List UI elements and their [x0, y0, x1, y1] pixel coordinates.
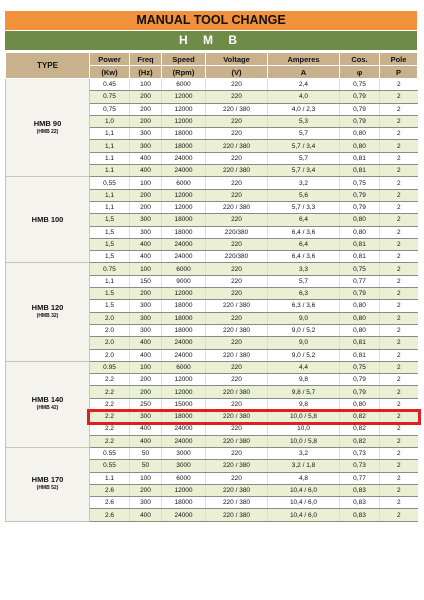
table-cell: 2 — [380, 447, 418, 459]
table-cell: 220 / 380 — [206, 165, 268, 177]
table-cell: 220/380 — [206, 251, 268, 263]
table-cell: 24000 — [162, 337, 206, 349]
table-cell: 220 / 380 — [206, 300, 268, 312]
table-cell: 5,6 — [268, 189, 340, 201]
table-cell: 0,79 — [340, 386, 380, 398]
type-header: TYPE — [6, 53, 90, 79]
table-cell: 0,79 — [340, 201, 380, 213]
table-cell: 400 — [130, 238, 162, 250]
model-alias: (HMB 52) — [36, 485, 59, 492]
model-alias: (HMB 32) — [36, 313, 59, 320]
table-cell: 6,4 / 3,6 — [268, 226, 340, 238]
table-cell: 2.2 — [90, 423, 130, 435]
table-row — [6, 177, 418, 189]
table-cell: 2 — [380, 509, 418, 521]
power-header: Power — [90, 53, 130, 66]
table-cell: 10,4 / 6,0 — [268, 509, 340, 521]
table-cell: 1.1 — [90, 152, 130, 164]
table-cell: 12000 — [162, 484, 206, 496]
table-cell: 200 — [130, 288, 162, 300]
table-cell: 24000 — [162, 165, 206, 177]
table-cell: 400 — [130, 423, 162, 435]
table-cell: 2 — [380, 361, 418, 373]
model-alias: (HMB 22) — [36, 128, 59, 135]
table-cell: 1,1 — [90, 201, 130, 213]
table-cell: 0,79 — [340, 374, 380, 386]
table-row — [6, 447, 418, 459]
table-cell: 300 — [130, 214, 162, 226]
table-cell: 6000 — [162, 79, 206, 91]
table-cell: 200 — [130, 115, 162, 127]
table-cell: 24000 — [162, 238, 206, 250]
table-cell: 2 — [380, 460, 418, 472]
table-cell: 2 — [380, 79, 418, 91]
table-cell: 2.6 — [90, 509, 130, 521]
table-cell: 3,2 — [268, 447, 340, 459]
spec-sheet — [5, 11, 417, 522]
table-cell: 2 — [380, 411, 418, 423]
table-cell: 18000 — [162, 226, 206, 238]
table-cell: 220/380 — [206, 226, 268, 238]
table-cell: 1.5 — [90, 288, 130, 300]
table-cell: 1,1 — [90, 128, 130, 140]
table-cell: 2 — [380, 214, 418, 226]
table-cell: 0,80 — [340, 214, 380, 226]
table-cell: 6,4 / 3,6 — [268, 251, 340, 263]
header-row — [6, 53, 418, 66]
table-cell: 2 — [380, 374, 418, 386]
table-cell: 2 — [380, 324, 418, 336]
model-name: HMB 120 — [31, 303, 64, 313]
table-cell: 6,4 — [268, 214, 340, 226]
table-row — [6, 79, 418, 91]
table-cell: 220 — [206, 263, 268, 275]
table-cell: 220 — [206, 398, 268, 410]
table-cell: 9,0 — [268, 337, 340, 349]
table-cell: 5,7 — [268, 275, 340, 287]
table-cell: 2 — [380, 288, 418, 300]
table-cell: 0,81 — [340, 165, 380, 177]
table-cell: 0,83 — [340, 497, 380, 509]
type-cell — [6, 361, 90, 447]
table-cell: 220 / 380 — [206, 386, 268, 398]
table-cell: 220 / 380 — [206, 435, 268, 447]
table-cell: 2.0 — [90, 349, 130, 361]
table-cell: 2 — [380, 91, 418, 103]
table-cell: 4,4 — [268, 361, 340, 373]
table-cell: 1,5 — [90, 214, 130, 226]
table-cell: 5,7 / 3,4 — [268, 165, 340, 177]
table-cell: 2 — [380, 386, 418, 398]
table-cell: 18000 — [162, 411, 206, 423]
amperes-header: Amperes — [268, 53, 340, 66]
table-cell: 2 — [380, 103, 418, 115]
table-cell: 6,4 — [268, 238, 340, 250]
table-cell: 220 — [206, 447, 268, 459]
table-cell: 0,79 — [340, 189, 380, 201]
table-cell: 12000 — [162, 386, 206, 398]
table-cell: 0,82 — [340, 423, 380, 435]
table-cell: 220 — [206, 214, 268, 226]
table-cell: 4,8 — [268, 472, 340, 484]
model-name: HMB 90 — [33, 118, 62, 128]
table-cell: 9,0 — [268, 312, 340, 324]
table-cell: 10,4 / 6,0 — [268, 484, 340, 496]
table-cell: 5,7 — [268, 128, 340, 140]
table-cell: 0.45 — [90, 79, 130, 91]
table-cell: 0,77 — [340, 275, 380, 287]
table-cell: 220 — [206, 128, 268, 140]
table-cell: 18000 — [162, 497, 206, 509]
table-cell: 12000 — [162, 201, 206, 213]
table-cell: 220 — [206, 275, 268, 287]
amperes-unit: A — [268, 66, 340, 79]
table-cell: 2.2 — [90, 435, 130, 447]
table-cell: 220 / 380 — [206, 140, 268, 152]
table-cell: 0,81 — [340, 337, 380, 349]
table-cell: 6000 — [162, 361, 206, 373]
table-cell: 220 — [206, 189, 268, 201]
cos-header: Cos. — [340, 53, 380, 66]
table-cell: 0,81 — [340, 238, 380, 250]
table-cell: 2 — [380, 435, 418, 447]
table-cell: 0,75 — [90, 103, 130, 115]
table-cell: 2 — [380, 128, 418, 140]
table-cell: 3,3 — [268, 263, 340, 275]
table-cell: 0,81 — [340, 152, 380, 164]
table-cell: 200 — [130, 103, 162, 115]
table-cell: 2 — [380, 238, 418, 250]
model-name: HMB 140 — [31, 395, 64, 405]
table-cell: 2 — [380, 300, 418, 312]
table-cell: 0,79 — [340, 103, 380, 115]
table-cell: 0.75 — [90, 91, 130, 103]
table-row — [6, 361, 418, 373]
table-cell: 15000 — [162, 398, 206, 410]
table-cell: 5,3 — [268, 115, 340, 127]
table-cell: 300 — [130, 411, 162, 423]
table-cell: 200 — [130, 201, 162, 213]
table-cell: 0,73 — [340, 460, 380, 472]
page-title: MANUAL TOOL CHANGE — [5, 11, 417, 30]
table-cell: 220 — [206, 312, 268, 324]
table-cell: 0.55 — [90, 447, 130, 459]
table-cell: 300 — [130, 497, 162, 509]
model-name: HMB 100 — [31, 215, 64, 225]
table-cell: 0,80 — [340, 312, 380, 324]
table-cell: 220 — [206, 337, 268, 349]
table-cell: 0,75 — [340, 177, 380, 189]
table-cell: 2 — [380, 152, 418, 164]
table-cell: 2 — [380, 226, 418, 238]
table-cell: 2.0 — [90, 312, 130, 324]
table-cell: 9,0 / 5,2 — [268, 349, 340, 361]
table-cell: 9,0 / 5,2 — [268, 324, 340, 336]
table-cell: 300 — [130, 300, 162, 312]
table-cell: 220 — [206, 152, 268, 164]
table-cell: 220 — [206, 177, 268, 189]
table-cell: 220 / 380 — [206, 103, 268, 115]
table-cell: 50 — [130, 447, 162, 459]
table-cell: 200 — [130, 189, 162, 201]
speed-header: Speed — [162, 53, 206, 66]
type-cell — [6, 79, 90, 177]
table-cell: 0.95 — [90, 361, 130, 373]
table-cell: 0,80 — [340, 128, 380, 140]
table-cell: 24000 — [162, 349, 206, 361]
table-cell: 220 — [206, 361, 268, 373]
table-cell: 100 — [130, 361, 162, 373]
table-cell: 300 — [130, 140, 162, 152]
table-cell: 12000 — [162, 115, 206, 127]
table-cell: 4,0 — [268, 91, 340, 103]
table-cell: 12000 — [162, 374, 206, 386]
table-cell: 400 — [130, 337, 162, 349]
table-cell: 100 — [130, 263, 162, 275]
table-cell: 220 — [206, 238, 268, 250]
table-cell: 6000 — [162, 177, 206, 189]
table-cell: 1,5 — [90, 226, 130, 238]
table-cell: 220 / 380 — [206, 201, 268, 213]
table-cell: 220 / 380 — [206, 460, 268, 472]
table-cell: 3000 — [162, 460, 206, 472]
table-cell: 0,75 — [340, 263, 380, 275]
table-cell: 0,82 — [340, 435, 380, 447]
table-cell: 50 — [130, 460, 162, 472]
table-cell: 2.6 — [90, 484, 130, 496]
table-cell: 220 / 380 — [206, 411, 268, 423]
type-cell — [6, 177, 90, 263]
table-cell: 400 — [130, 435, 162, 447]
table-cell: 9,8 / 5,7 — [268, 386, 340, 398]
table-cell: 1,0 — [90, 115, 130, 127]
table-cell: 2 — [380, 484, 418, 496]
series-banner: H M B — [5, 31, 417, 50]
table-cell: 220 — [206, 374, 268, 386]
table-cell: 0,80 — [340, 226, 380, 238]
table-cell: 2 — [380, 165, 418, 177]
table-cell: 6000 — [162, 472, 206, 484]
voltage-unit: (V) — [206, 66, 268, 79]
table-cell: 2 — [380, 251, 418, 263]
table-cell: 2 — [380, 472, 418, 484]
table-cell: 200 — [130, 374, 162, 386]
table-row — [6, 263, 418, 275]
table-cell: 400 — [130, 509, 162, 521]
table-cell: 1.5 — [90, 300, 130, 312]
table-cell: 1,1 — [90, 275, 130, 287]
table-cell: 220 / 380 — [206, 349, 268, 361]
power-unit: (Kw) — [90, 66, 130, 79]
table-cell: 100 — [130, 177, 162, 189]
table-cell: 300 — [130, 324, 162, 336]
table-cell: 2 — [380, 312, 418, 324]
model-alias: (HMB 42) — [36, 405, 59, 412]
table-cell: 24000 — [162, 423, 206, 435]
table-cell: 0,83 — [340, 509, 380, 521]
table-cell: 220 — [206, 472, 268, 484]
table-cell: 0,80 — [340, 140, 380, 152]
table-cell: 2.2 — [90, 374, 130, 386]
speed-unit: (Rpm) — [162, 66, 206, 79]
table-cell: 2 — [380, 140, 418, 152]
table-cell: 24000 — [162, 251, 206, 263]
type-cell — [6, 263, 90, 361]
table-cell: 220 / 380 — [206, 324, 268, 336]
table-cell: 9,8 — [268, 398, 340, 410]
table-cell: 6,3 / 3,6 — [268, 300, 340, 312]
table-cell: 100 — [130, 79, 162, 91]
table-cell: 24000 — [162, 152, 206, 164]
table-cell: 2.0 — [90, 337, 130, 349]
table-cell: 2 — [380, 189, 418, 201]
table-cell: 0,83 — [340, 484, 380, 496]
motor-spec-table — [5, 52, 418, 522]
table-cell: 2 — [380, 115, 418, 127]
table-cell: 150 — [130, 275, 162, 287]
table-cell: 220 — [206, 91, 268, 103]
table-cell: 400 — [130, 251, 162, 263]
table-cell: 5,7 — [268, 152, 340, 164]
table-cell: 12000 — [162, 288, 206, 300]
table-cell: 400 — [130, 349, 162, 361]
table-cell: 2 — [380, 349, 418, 361]
table-cell: 10,4 / 6,0 — [268, 497, 340, 509]
table-cell: 0,75 — [340, 361, 380, 373]
table-cell: 2 — [380, 275, 418, 287]
table-cell: 300 — [130, 312, 162, 324]
table-cell: 0,81 — [340, 251, 380, 263]
table-cell: 24000 — [162, 435, 206, 447]
table-cell: 1,1 — [90, 140, 130, 152]
pole-unit: P — [380, 66, 418, 79]
table-cell: 300 — [130, 226, 162, 238]
table-cell: 400 — [130, 165, 162, 177]
table-cell: 6000 — [162, 263, 206, 275]
table-cell: 2 — [380, 497, 418, 509]
table-cell: 0,82 — [340, 411, 380, 423]
table-cell: 10,0 / 5,8 — [268, 435, 340, 447]
table-cell: 5,7 / 3,3 — [268, 201, 340, 213]
table-cell: 18000 — [162, 140, 206, 152]
table-cell: 1,5 — [90, 238, 130, 250]
table-cell: 18000 — [162, 214, 206, 226]
table-cell: 200 — [130, 91, 162, 103]
table-cell: 250 — [130, 398, 162, 410]
table-cell: 0,79 — [340, 115, 380, 127]
table-cell: 100 — [130, 472, 162, 484]
table-cell: 2.0 — [90, 324, 130, 336]
model-name: HMB 170 — [31, 475, 64, 485]
table-cell: 220 — [206, 115, 268, 127]
table-cell: 5,7 / 3,4 — [268, 140, 340, 152]
cos-unit: φ — [340, 66, 380, 79]
table-cell: 4,0 / 2,3 — [268, 103, 340, 115]
table-cell: 2 — [380, 201, 418, 213]
table-cell: 12000 — [162, 91, 206, 103]
table-cell: 200 — [130, 484, 162, 496]
freq-header: Freq — [130, 53, 162, 66]
table-cell: 0,81 — [340, 349, 380, 361]
table-cell: 2 — [380, 398, 418, 410]
table-cell: 1,5 — [90, 251, 130, 263]
table-cell: 0,73 — [340, 447, 380, 459]
table-cell: 2.6 — [90, 497, 130, 509]
table-cell: 1,1 — [90, 189, 130, 201]
table-cell: 1.1 — [90, 165, 130, 177]
table-cell: 200 — [130, 386, 162, 398]
table-cell: 2.2 — [90, 386, 130, 398]
table-cell: 9000 — [162, 275, 206, 287]
table-cell: 220 / 380 — [206, 509, 268, 521]
table-cell: 2,4 — [268, 79, 340, 91]
table-cell: 0.55 — [90, 460, 130, 472]
table-cell: 0,79 — [340, 288, 380, 300]
table-cell: 0,80 — [340, 300, 380, 312]
table-cell: 6,3 — [268, 288, 340, 300]
table-cell: 0,80 — [340, 398, 380, 410]
table-cell: 12000 — [162, 103, 206, 115]
table-cell: 3,2 — [268, 177, 340, 189]
type-cell — [6, 447, 90, 521]
table-cell: 18000 — [162, 128, 206, 140]
table-cell: 0,77 — [340, 472, 380, 484]
table-cell: 0.75 — [90, 263, 130, 275]
table-cell: 2.2 — [90, 398, 130, 410]
table-cell: 12000 — [162, 189, 206, 201]
table-cell: 220 — [206, 79, 268, 91]
table-cell: 400 — [130, 152, 162, 164]
voltage-header: Voltage — [206, 53, 268, 66]
pole-header: Pole — [380, 53, 418, 66]
table-cell: 0,55 — [90, 177, 130, 189]
table-cell: 220 / 380 — [206, 497, 268, 509]
table-cell: 3,2 / 1,8 — [268, 460, 340, 472]
table-cell: 300 — [130, 128, 162, 140]
table-cell: 10,0 — [268, 423, 340, 435]
table-cell: 3000 — [162, 447, 206, 459]
table-cell: 0,80 — [340, 324, 380, 336]
table-cell: 18000 — [162, 324, 206, 336]
table-cell: 2 — [380, 337, 418, 349]
table-cell: 2 — [380, 423, 418, 435]
table-cell: 9,8 — [268, 374, 340, 386]
freq-unit: (Hz) — [130, 66, 162, 79]
table-cell: 2.2 — [90, 411, 130, 423]
table-cell: 220 — [206, 423, 268, 435]
table-cell: 18000 — [162, 312, 206, 324]
table-cell: 2 — [380, 177, 418, 189]
table-cell: 0,75 — [340, 79, 380, 91]
table-cell: 24000 — [162, 509, 206, 521]
table-cell: 220 / 380 — [206, 484, 268, 496]
table-body — [6, 79, 418, 522]
table-cell: 0,79 — [340, 91, 380, 103]
table-cell: 220 — [206, 288, 268, 300]
table-cell: 1.1 — [90, 472, 130, 484]
table-cell: 18000 — [162, 300, 206, 312]
table-cell: 2 — [380, 263, 418, 275]
table-cell: 10,0 / 5,8 — [268, 411, 340, 423]
